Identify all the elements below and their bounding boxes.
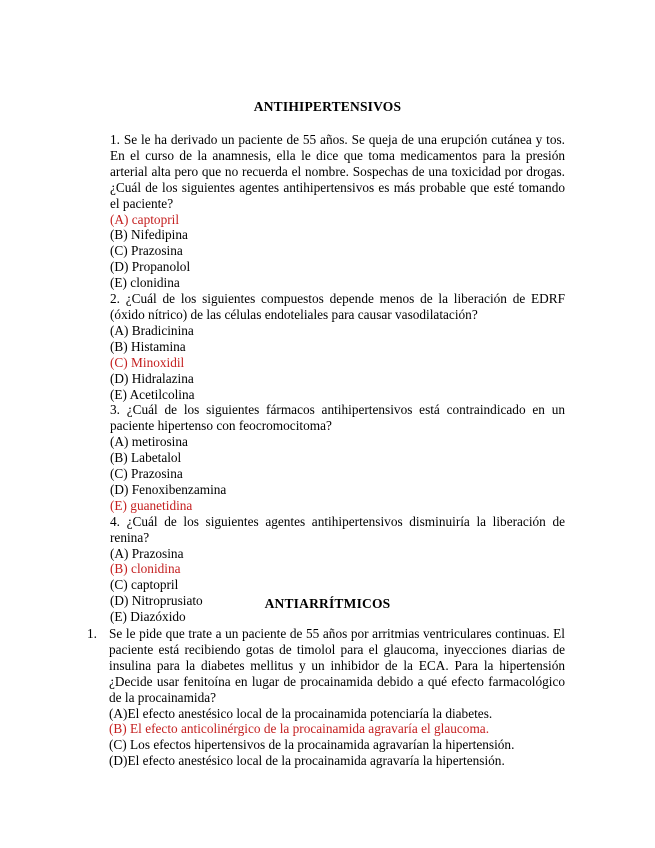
q4-option-a: (A) Prazosina [110,545,184,561]
s2-q1-option-a: (A)El efecto anestésico local de la procainamida potenciaría la diabetes. [109,705,493,721]
s2-question-1-text: Se le pide que trate a un paciente de 55 años por arritmias ventriculares continuas. El paciente está recibiendo gotas de timolol para el glaucoma, inyecciones diarias de insulina para la diabetes mellitus y un inhibidor de la ECA. Para la hipertensión ¿Decide usar fenitoína en lugar de procainamida debido a qué efecto farmacológico de la procainamida? [109,626,565,705]
q1-option-b: (B) Nifedipina [110,227,188,243]
section-title-antiarritmicos: ANTIARRÍTMICOS [264,596,391,611]
q3-option-e-correct: (E) guanetidina [110,497,193,513]
question-1-text: 1. Se le ha derivado un paciente de 55 años. Se queja de una erupción cutánea y tos. En el curso de la anamnesis, ella le dice que toma medicamentos para la presión arterial alta pero que no recuerda el nombre. Sospechas de una toxicidad por drogas. ¿Cuál de los siguientes agentes antihipertensivos es más probable que esté tomando el paciente? [110,132,565,211]
q4-option-d: (D) Nitroprusiato [110,593,203,609]
q2-option-c-correct: (C) Minoxidil [110,354,185,370]
question-3-text: 3. ¿Cuál de los siguientes fármacos antihipertensivos está contraindicado en un paciente hipertenso con feocromocitoma? [110,402,565,434]
q3-option-b: (B) Labetalol [110,450,182,466]
section-antiarritmicos [87,626,565,769]
q1-option-e: (E) clonidina [110,275,180,291]
q2-option-b: (B) Histamina [110,338,186,354]
q2-option-a: (A) Bradicinina [110,322,194,338]
q2-option-e: (E) Acetilcolina [110,386,195,402]
q1-option-c: (C) Prazosina [110,243,183,259]
q1-option-d: (D) Propanolol [110,259,191,275]
q3-option-c: (C) Prazosina [110,466,183,482]
s2-q1-option-c: (C) Los efectos hipertensivos de la procainamida agravarían la hipertensión. [109,737,515,753]
q4-option-e: (E) Diazóxido [110,609,186,625]
q4-option-c: (C) captopril [110,577,179,593]
s2-q1-option-d: (D)El efecto anestésico local de la procainamida agravaría la hipertensión. [109,753,505,769]
s2-question-1-number: 1. [87,626,97,641]
q2-option-d: (D) Hidralazina [110,370,194,386]
q4-option-b-correct: (B) clonidina [110,561,181,577]
question-4-text: 4. ¿Cuál de los siguientes agentes antihipertensivos disminuiría la liberación de renina? [110,513,565,545]
s2-question-1 [87,626,565,706]
section-antihipertensivos [110,132,565,625]
q3-option-d: (D) Fenoxibenzamina [110,481,227,497]
question-2-text: 2. ¿Cuál de los siguientes compuestos depende menos de la liberación de EDRF (óxido nítrico) de las células endoteliales para causar vasodilatación? [110,291,565,322]
q1-option-a-correct: (A) captopril [110,211,180,227]
q3-option-a: (A) metirosina [110,434,188,450]
section-title-antihipertensivos: ANTIHIPERTENSIVOS [253,99,402,114]
s2-q1-option-b-correct: (B) El efecto anticolinérgico de la procainamida agravaría el glaucoma. [109,721,490,737]
